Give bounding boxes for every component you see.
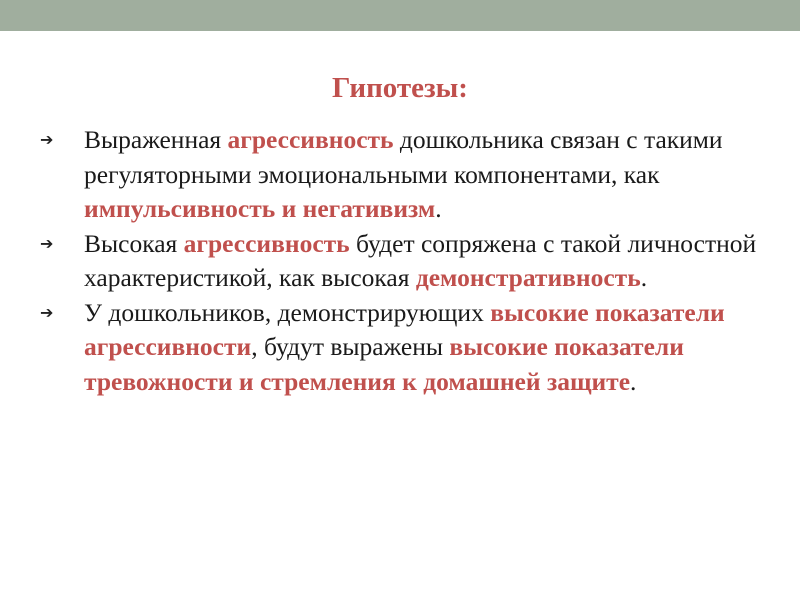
slide-title: Гипотезы: — [332, 72, 468, 104]
hypothesis-text: У дошкольников, демонстрирующих — [84, 297, 491, 327]
hypothesis-text: , будут выражены — [251, 332, 450, 361]
highlighted-term: агрессивность — [183, 228, 350, 258]
hypothesis-text: Высокая — [84, 228, 184, 258]
hypothesis-text: Выраженная — [84, 125, 228, 154]
hypothesis-text: будет сопряжена с такой личностной характеристикой, как высокая — [84, 228, 757, 292]
hypothesis-text: . — [640, 263, 648, 292]
highlighted-term: высокие показатели тревожности и стремления к домашней защите — [84, 332, 684, 396]
hypotheses-list — [40, 123, 770, 399]
hypothesis-item — [40, 227, 770, 296]
highlighted-term: агрессивность — [227, 125, 394, 154]
hypothesis-item — [40, 123, 770, 227]
hypothesis-text: . — [435, 194, 442, 223]
arrow-check-icon: ➔ — [40, 233, 54, 253]
hypothesis-text: . — [630, 366, 637, 396]
highlighted-term: демонстративность — [415, 263, 641, 292]
top-band — [0, 0, 800, 31]
highlighted-term: импульсивность и негативизм — [84, 194, 436, 223]
arrow-check-icon: ➔ — [40, 302, 54, 322]
highlighted-term: высокие показатели агрессивности — [84, 297, 725, 361]
hypothesis-item — [40, 296, 770, 400]
arrow-check-icon: ➔ — [40, 130, 54, 149]
hypothesis-text: дошкольника связан с такими регуляторными эмоциональными компонентами, как — [84, 125, 723, 189]
